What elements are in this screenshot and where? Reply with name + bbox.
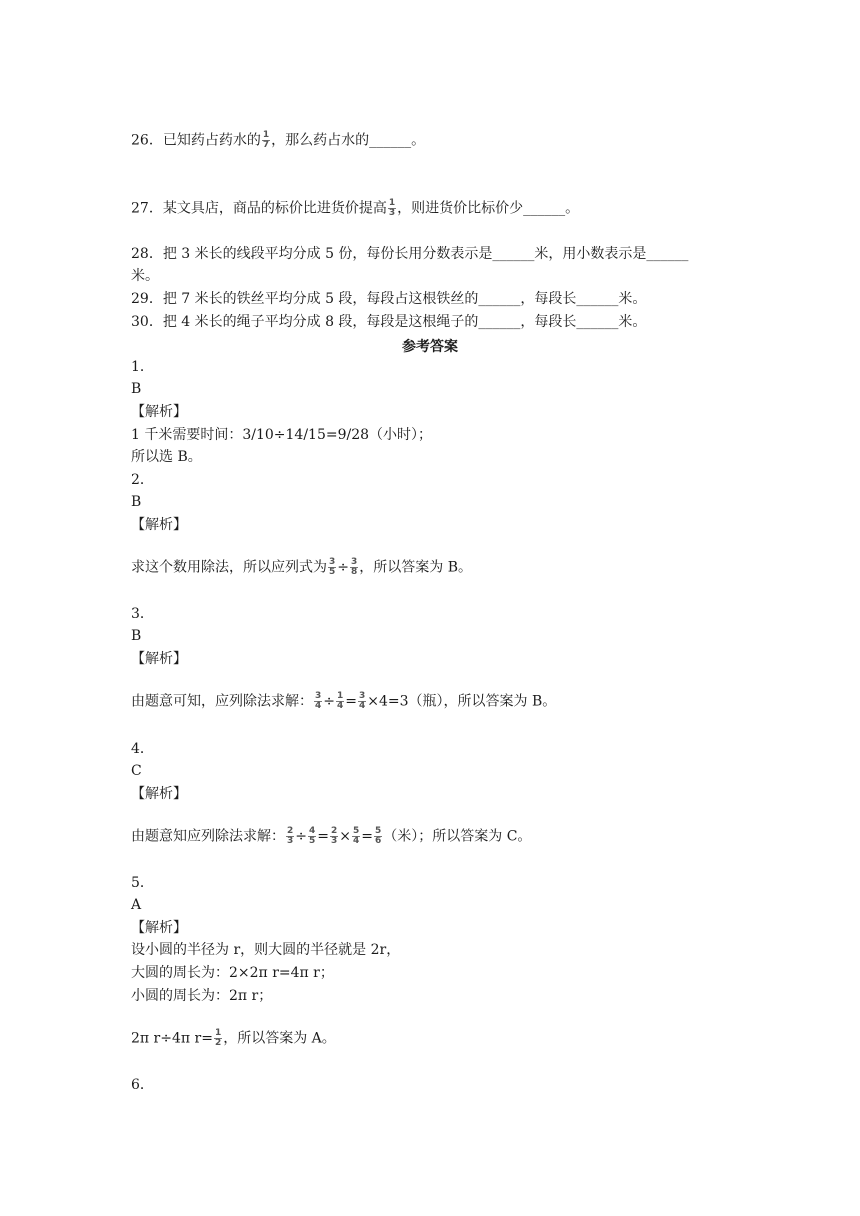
answer-5-choice [131,896,141,914]
fraction [336,692,344,711]
answer-3-choice [131,627,141,645]
text-segment: 2π r÷4π r= [131,1030,213,1047]
text-segment: 大圆的周长为：2×2π r=4π r； [131,965,334,981]
question-29 [131,290,646,308]
text-segment: 3． [131,606,154,622]
text-segment: = [361,828,373,845]
text-segment: ，所以答案为 A。 [223,1030,336,1047]
fraction-denominator: 4 [337,701,344,711]
question-28-line2 [131,267,159,285]
fraction-numerator: 1 [262,130,270,140]
answer-4-choice [131,762,142,780]
fraction [314,692,322,711]
fraction-numerator: 1 [214,1028,222,1038]
answer-2-heading [131,516,187,534]
fraction-numerator: 3 [329,557,336,567]
fraction [330,827,338,846]
question-26 [131,131,425,150]
answer-5-explanation-4 [131,1029,336,1048]
answer-2-explanation [131,558,472,577]
text-segment: 【解析】 [131,786,187,802]
answer-4-explanation [131,827,531,846]
answer-4-heading [131,785,187,803]
fraction-numerator: 5 [375,826,382,836]
text-segment: A [131,897,142,913]
text-segment: 27．某文具店，商品的标价比进货价提高 [131,200,387,217]
answer-2-choice [131,493,141,511]
fraction-denominator: 7 [262,140,270,150]
answer-1-explanation-2 [131,448,202,466]
answer-1-number [131,358,154,376]
text-segment: 小圆的周长为：2π r； [131,988,273,1004]
text-segment: ÷ [295,828,307,845]
text-segment: ，所以答案为 B。 [359,559,473,576]
fraction-denominator: 8 [351,567,358,577]
text-segment: B [131,381,142,397]
fraction [214,1029,222,1048]
text-segment: 【解析】 [131,651,187,667]
text-segment: 【解析】 [131,404,187,420]
text-segment: 设小圆的半径为 r，则大圆的半径就是 2r， [131,942,401,958]
answer-5-explanation-3 [131,987,272,1005]
answer-3-number [131,605,154,623]
fraction-denominator: 4 [359,701,366,711]
fraction-denominator: 4 [315,701,322,711]
text-segment: ÷ [323,693,335,710]
text-segment: 1 千米需要时间：3/10÷14/15=9/28（小时）； [131,427,433,443]
fraction [286,827,294,846]
text-segment: C [131,763,142,779]
text-segment: 米。 [131,268,159,284]
text-segment: ÷ [337,559,349,576]
text-segment: × [339,828,351,845]
fraction-numerator: 1 [337,691,344,701]
fraction [358,692,366,711]
answer-3-explanation [131,692,556,711]
text-segment: 6． [131,1077,154,1093]
text-segment: 【解析】 [131,920,187,936]
text-segment: 29．把 7 米长的铁丝平均分成 5 段，每段占这根铁丝的______，每段长______米。 [131,291,647,307]
text-segment: 30．把 4 米长的绳子平均分成 8 段，每段是这根绳子的______，每段长______米。 [131,314,647,330]
fraction [352,827,360,846]
text-segment: 28．把 3 米长的线段平均分成 5 份，每份长用分数表示是______米，用小数表示是______ [131,246,689,262]
question-30 [131,313,646,331]
answer-6-number [131,1076,154,1094]
answer-4-number [131,740,154,758]
answer-5-heading [131,919,187,937]
fraction-denominator: 5 [329,567,336,577]
fraction [388,199,396,218]
fraction [308,827,316,846]
answer-1-choice [131,380,141,398]
answers-title: 参考答案 [402,339,458,355]
fraction-denominator: 2 [214,1038,222,1048]
fraction-denominator: 4 [353,836,360,846]
text-segment: B [131,494,142,510]
text-segment: = [317,828,329,845]
text-segment: 4． [131,741,154,757]
fraction [328,558,336,577]
text-segment: ，那么药占水的______。 [271,132,426,149]
text-segment: ×4=3（瓶），所以答案为 B。 [367,693,557,710]
text-segment: 所以选 B。 [131,449,202,465]
text-segment: 求这个数用除法，所以应列式为 [131,559,327,576]
answer-5-number [131,874,154,892]
fraction-denominator: 6 [375,836,382,846]
text-segment: = [345,693,357,710]
fraction-numerator: 3 [351,557,358,567]
text-segment: 由题意知应列除法求解： [131,828,285,845]
fraction-numerator: 2 [331,826,338,836]
text-segment: 5． [131,875,154,891]
text-segment: 2． [131,472,154,488]
fraction-denominator: 3 [287,836,294,846]
fraction-numerator: 3 [315,691,322,701]
fraction-numerator: 4 [309,826,316,836]
text-segment: 由题意可知，应列除法求解： [131,693,313,710]
text-segment: ，则进货价比标价少______。 [397,200,580,217]
text-segment: B [131,628,142,644]
text-segment: 【解析】 [131,517,187,533]
answer-5-explanation-2 [131,964,334,982]
fraction-denominator: 5 [309,836,316,846]
answer-2-number [131,471,154,489]
fraction-denominator: 3 [388,208,396,218]
fraction [262,131,270,150]
fraction-denominator: 3 [331,836,338,846]
fraction-numerator: 1 [388,198,396,208]
answer-5-explanation-1 [131,941,400,959]
fraction-numerator: 3 [359,691,366,701]
answer-1-heading [131,403,187,421]
question-28-line1 [131,245,688,263]
text-segment: （米）；所以答案为 C。 [383,828,532,845]
fraction-numerator: 2 [287,826,294,836]
fraction [374,827,382,846]
question-27 [131,199,579,218]
answer-3-heading [131,650,187,668]
fraction [350,558,358,577]
fraction-numerator: 5 [353,826,360,836]
text-segment: 1． [131,359,154,375]
text-segment: 26．已知药占药水的 [131,132,261,149]
answer-1-explanation-1 [131,426,432,444]
